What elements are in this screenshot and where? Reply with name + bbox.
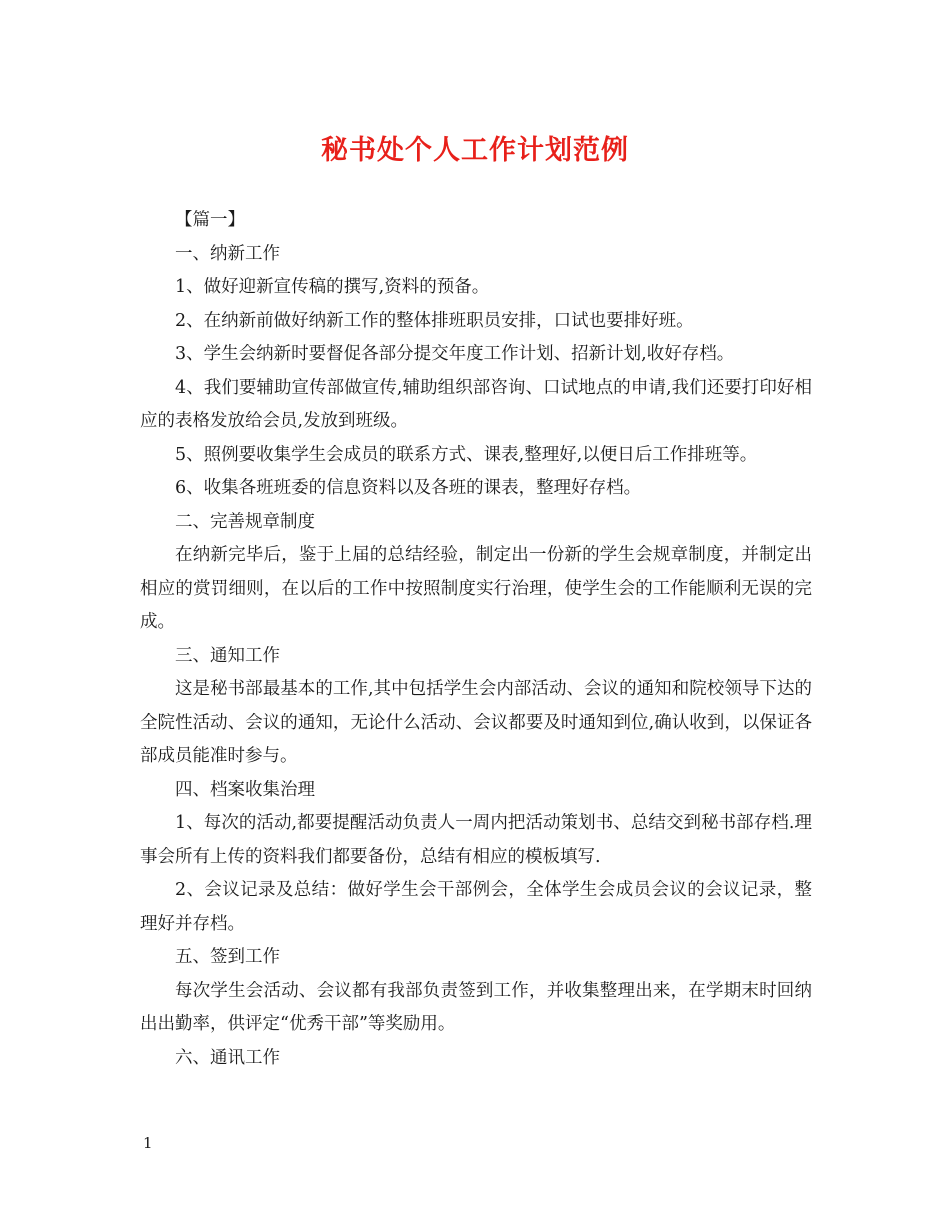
paragraph: 2、会议记录及总结：做好学生会干部例会，全体学生会成员会议的会议记录，整理好并存档。 bbox=[140, 880, 812, 934]
paragraph: 4、我们要辅助宣传部做宣传,辅助组织部咨询、口试地点的申请,我们还要打印好相应的表格发放给会员,发放到班级。 bbox=[140, 377, 812, 431]
paragraph: 5、照例要收集学生会成员的联系方式、课表,整理好,以便日后工作排班等。 bbox=[175, 444, 758, 465]
section-heading: 五、签到工作 bbox=[175, 947, 280, 967]
section-heading: 六、通讯工作 bbox=[175, 1047, 280, 1068]
paragraph: 每次学生会活动、会议都有我部负责签到工作，并收集整理出来，在学期末时回纳出出勤率，供评定“优秀干部”等奖励用。 bbox=[140, 980, 812, 1034]
paragraph: 2、在纳新前做好纳新工作的整体排班职员安排，口试也要排好班。 bbox=[175, 310, 694, 331]
paragraph: 1、做好迎新宣传稿的撰写,资料的预备。 bbox=[175, 277, 490, 297]
paragraph: 1、每次的活动,都要提醒活动负责人一周内把活动策划书、总结交到秘书部存档.理事会所有上传的资料我们都要备份，总结有相应的模板填写. bbox=[140, 813, 812, 867]
page-number: 1 bbox=[143, 1134, 153, 1152]
paragraph: 6、收集各班班委的信息资料以及各班的课表，整理好存档。 bbox=[175, 478, 642, 498]
section-heading: 三、通知工作 bbox=[175, 645, 280, 666]
document-body bbox=[140, 204, 812, 1075]
section-heading: 一、纳新工作 bbox=[175, 243, 280, 264]
paragraph: 3、学生会纳新时要督促各部分提交年度工作计划、招新计划,收好存档。 bbox=[175, 344, 735, 364]
paragraph: 【篇一】 bbox=[175, 210, 245, 230]
paragraph: 在纳新完毕后，鉴于上届的总结经验，制定出一份新的学生会规章制度，并制定出相应的赏罚细则，在以后的工作中按照制度实行治理，使学生会的工作能顺利无误的完成。 bbox=[140, 545, 812, 632]
section-heading: 四、档案收集治理 bbox=[175, 779, 315, 800]
section-heading: 二、完善规章制度 bbox=[175, 511, 315, 532]
paragraph: 这是秘书部最基本的工作,其中包括学生会内部活动、会议的通知和院校领导下达的全院性活动、会议的通知，无论什么活动、会议都要及时通知到位,确认收到，以保证各部成员能准时参与。 bbox=[140, 679, 812, 766]
document-title: 秘书处个人工作计划范例 bbox=[321, 135, 629, 166]
